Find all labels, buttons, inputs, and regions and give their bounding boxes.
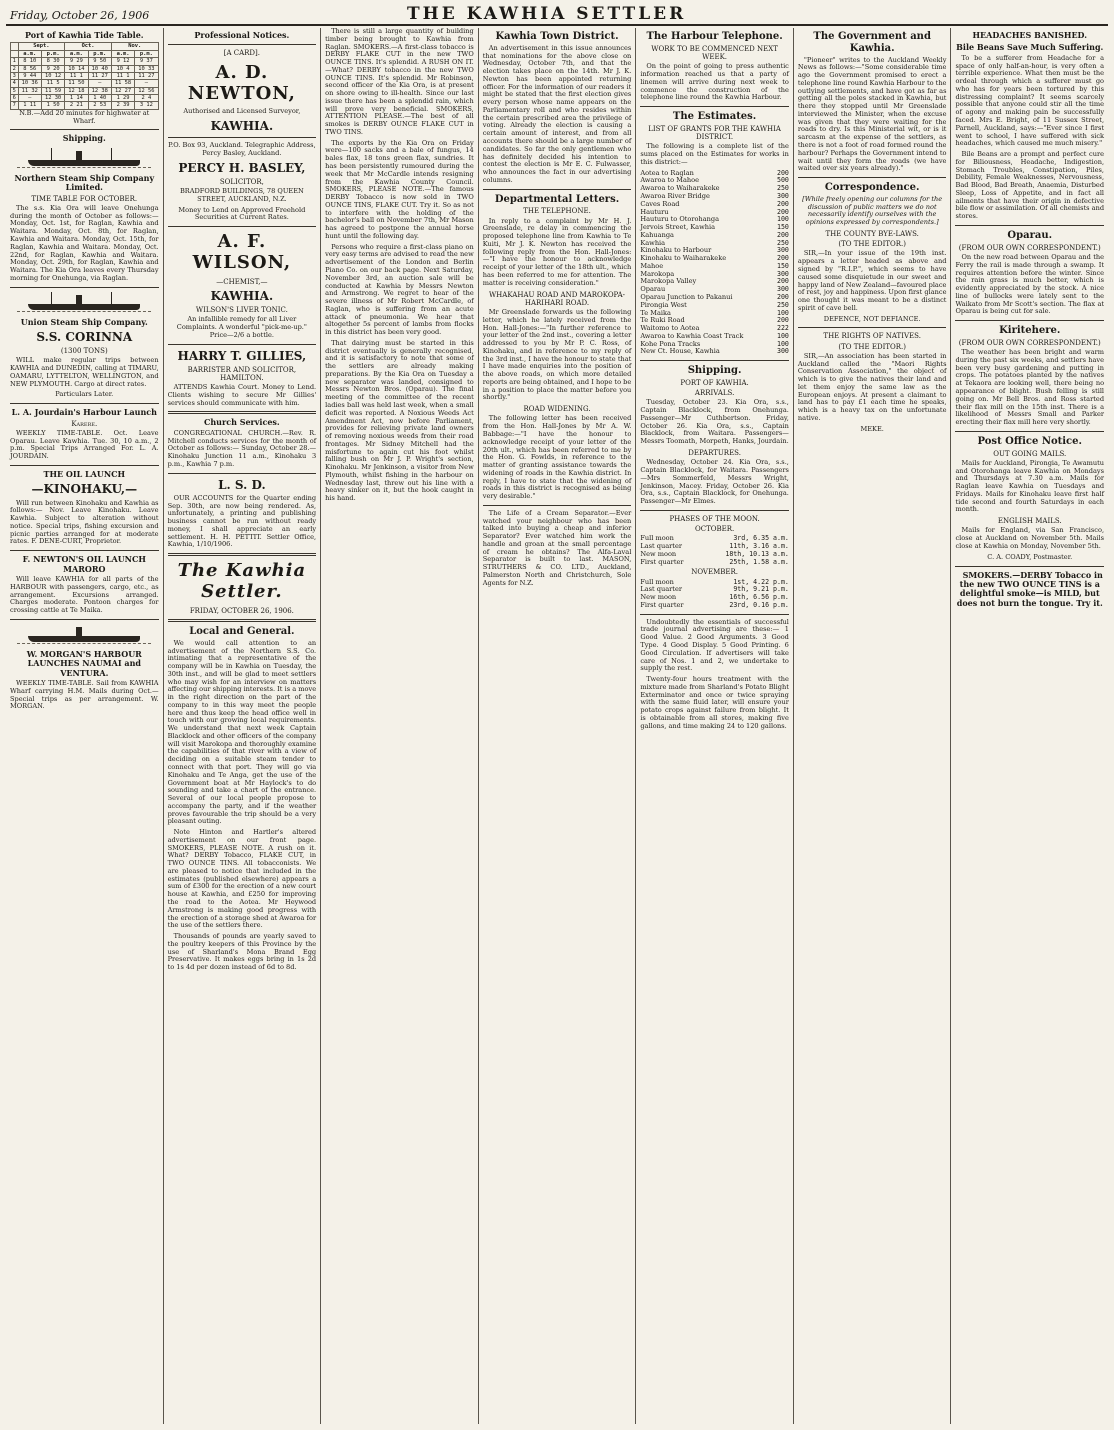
bylaws-body: SIR,—In your issue of the 19th inst. appears a letter headed as above and signed by "R.I.P.", which seems to have caused some disquietude in our sweet and happy land of New Zealand—favoured place of rest, joy and happiness. Upon first glance one thought it was meant to be a distinct spirit of cave bell. xyxy=(797,249,947,312)
government-kawhia-heading: The Government and Kawhia. xyxy=(813,31,931,54)
newton-launch-title: F. NEWTON'S OIL LAUNCH MARORO xyxy=(22,554,146,574)
uss-body: WILL make regular trips between KAWHIA and DUNEDIN, calling at TIMARU, OAMARU, LYTTELTON, WELLINGTON, and NEW PLYMOUTH. Cargo at direct rates. xyxy=(10,356,159,388)
moon-phase-row: Full moon 1st, 4.22 p.m. xyxy=(640,577,789,586)
grants-intro: The following is a complete list of the sums placed on the Estimates for works in this district:— xyxy=(640,142,789,166)
grant-item: Awaroa to Mahoe 500 xyxy=(640,176,789,185)
column-3 xyxy=(321,28,479,1424)
local-body-2: Note Hinton and Hartler's altered advertisement on our front page. SMOKERS, PLEASE NOTE. A rush on it. What? DERBY Tobacco, FLAKE CUT, in TWO OUNCE TINS. All tobacconists. We are pleased to notice that included in the estimates (published elsewhere) appears a sum of £300 for the erection of a new court house at Kawhia, and £250 for improving the road to the Aotea. Mr Heywood Armstrong is making good progress with the erection of a storage shed at Awaroa for the use of the settlers there. xyxy=(167,828,317,930)
moon-heading: PHASES OF THE MOON. xyxy=(669,514,760,523)
basley-note: Money to Lend on Approved Freehold Securities at Current Rates. xyxy=(178,205,306,222)
moon-phase-row: New moon 18th, 10.13 a.m. xyxy=(640,549,789,558)
wilson-body: An infallible remedy for all Liver Complaints. A wonderful "pick-me-up." Price—2/6 a bottle. xyxy=(176,315,307,339)
moon-november: NOVEMBER. xyxy=(691,568,739,577)
english-mails-heading: ENGLISH MAILS. xyxy=(997,517,1062,526)
bile-beans-body-2: Bile Beans are a prompt and perfect cure for Biliousness, Headache, Indigestion, Stomach Troubles, Constipation, Piles, Debility, Female Weaknesses, Nervousness, Bad Blood, Bad Breath, Anaemia, Disturbed Sleep, Loss of Appetite, and in fact all ailments that have their origin in defective bile flow or assimilation. Of all chemists and stores. xyxy=(955,150,1105,221)
tide-note: N.B.—Add 20 minutes for highwater at Wharf. xyxy=(19,108,150,125)
wilson-name: A. F. WILSON, xyxy=(192,231,292,274)
natives-body: SIR,—An association has been started in Auckland called the "Maori Rights Conservation Association," the object of which is to give the natives their land and let them enjoy the same law as the European enjoys. At present a claimant to land has to pay £1 each time he speaks, which is a heavy tax on the unfortunate native. xyxy=(797,351,947,422)
natives-signature: MEKE. xyxy=(860,424,884,433)
headaches-heading: HEADACHES BANISHED. xyxy=(972,30,1087,40)
tide-month: Oct. xyxy=(65,43,112,50)
arrivals-heading: ARRIVALS. xyxy=(694,389,735,398)
grant-item: Marokopa Valley 200 xyxy=(640,277,789,286)
separator-ad: The Life of a Cream Separator.—Ever watched your neighbour who has been talked into buying a cheap and inferior Separator? Ever watched him work the handle and groan at the small percentage of cream he obtains? The Alfa-Laval Separator is built to last. MASON, STRUTHERS & CO. LTD., Auckland, Palmerston North and Christchurch, Sole Agents for N.Z. xyxy=(482,508,632,587)
oil-launch-body: Will run between Kinohaku and Kawhia as follows:— Nov. Leave Kinohaku. Leave Kawhia. Subject to alteration without notice. Special trips, fishing excursion and picnic parties arranged for at moderate rates. F. DENE-CURT, Proprietor. xyxy=(10,498,159,546)
whakahau-heading: WHAKAHAU ROAD AND MAROKOPA-HARIHARI ROAD. xyxy=(488,290,626,307)
grant-item: Mahoe 150 xyxy=(640,261,789,270)
newton-name: A. D. NEWTON, xyxy=(187,61,296,104)
tide-row: 6 — 12 30 1 14 1 40 1 29 2 4 xyxy=(11,95,159,102)
basley-name: PERCY H. BASLEY, xyxy=(178,160,306,175)
estimates-heading: The Estimates. xyxy=(672,111,757,123)
nss-body: The s.s. Kia Ora will leave Onehunga during the month of October as follows:— Monday, Oct. 1st, for Raglan, Kawhia and Waitara. Monday, Oct. 8th, for Raglan, Kawhia and Waitara. Monday, Oct. 15th, for Raglan, Kawhia and Waitara. Monday, Oct. 22nd, for Raglan, Kawhia and Waitara. Monday, Oct. 29th, for Raglan, Kawhia and Waitara. The Kia Ora leaves every Thursday morning for Onehunga, via Raglan. xyxy=(10,203,159,282)
correspondence-note: [While freely opening our columns for the discussion of public matters we do not necessarily identify ourselves with the opinions expressed by correspondents.] xyxy=(802,194,943,227)
english-mails-body: Mails for England, via San Francisco, close at Auckland on November 5th. Mails close at Kawhia on Monday, November 5th. xyxy=(955,526,1105,551)
post-office-heading: Post Office Notice. xyxy=(977,435,1082,447)
kiritehere-body: The weather has been bright and warm during the past six weeks, and settlers have been very busy gardening and putting in crops. The potatoes planted by the natives at Tekaora are looking well, there being no appearance of blight. Bush felling is still going on. Mr Bell Bros. and Ross started their flax mill on the 15th inst. There is a likelihood of Messrs Small and Parker erecting their flax mill here very shortly. xyxy=(955,348,1105,427)
launch-illustration xyxy=(17,624,151,646)
uss-ship-name: S.S. CORINNA xyxy=(36,330,133,344)
grant-item: Oparau 300 xyxy=(640,285,789,294)
tide-row: 3 9 44 10 12 11 1 11 27 11 1 11 27 xyxy=(11,72,159,79)
lsd-heading: L. S. D. xyxy=(218,477,266,492)
col3-body-2: The exports by the Kia Ora on Friday were—100 sacks and a bale of fungus, 14 bales flax, 18 tons green flax, sundries. It has been persistently rumoured during the week that Mr McCardle intends resigning from the Kawhia County Council. SMOKERS, PLEASE NOTE.—The famous DERBY Tobacco is now sold in TWO OUNCE TINS, FLAKE CUT. Try it. So as not to interfere with the holding of the bachelor's ball on November 7th, Mr Mason has agreed to postpone the annual horse hunt until the following day. xyxy=(325,138,474,240)
postmaster-signature: C. A. COADY, Postmaster. xyxy=(987,552,1073,561)
derby-tobacco-ad: SMOKERS.—DERBY Tobacco in the new TWO OUNCE TINS is a delightful smoke—is MILD, but does not burn the tongue. Try it. xyxy=(956,569,1103,608)
steamship-illustration xyxy=(17,292,151,314)
grant-item: Jervois Street, Kawhia 150 xyxy=(640,223,789,232)
shipping-heading: Shipping. xyxy=(687,365,742,377)
town-district-heading: Kawhia Town District. xyxy=(495,31,619,42)
newspaper-title: THE KAWHIA SETTLER xyxy=(407,4,687,24)
church-body: CONGREGATIONAL CHURCH.—Rev. R. Mitchell conducts services for the month of October as follows:— Sunday, October 28.—Kinohaku Junction 11 a.m., Kinohaku 3 p.m., Kawhia 7 p.m. xyxy=(167,428,317,468)
moon-phase-row: Last quarter 11th, 3.16 a.m. xyxy=(640,542,789,551)
moon-phase-row: Last quarter 9th, 9.21 p.m. xyxy=(640,585,789,594)
oparau-body: On the new road between Oparau and the Ferry the rail is made through a swamp. It requires attention before the winter. Since the rain grass is much better, which is evidently appreciated by the stock. A nice line of bullocks were lately sent to the Waikato from Mr Scott's section. The flax at Oparau is being cut for sale. xyxy=(955,253,1105,316)
card-label: [A CARD]. xyxy=(223,49,260,58)
bile-beans-body-1: To be a sufferer from Headache for a space of only half-an-hour, is very often a terrible experience. What then must be the ordeal through which a sufferer must go who has for years been tortured by this distressing complaint? It seems scarcely possible that anyone could stir all the time of agony and making pain be successfully faced. Mrs E. Bright, of 11 Sussex Street, Parnell, Auckland, says:—"Ever since I first went to school, I have suffered with sick headaches, which caused me much misery." xyxy=(955,53,1105,148)
gillies-body: ATTENDS Kawhia Court. Money to Lend. Clients wishing to secure Mr Gillies' services should communicate with him. xyxy=(167,383,317,407)
moon-october-list xyxy=(640,535,789,566)
post-office-body: Mails for Auckland, Pirongia, Te Awamutu and Otorohanga leave Kawhia on Mondays and Thursdays at 7.30 a.m. Mails for Raglan leave Kawhia on Tuesdays and Fridays. Mails for Kinohaku leave first half tide second and fourth Saturdays in each month. xyxy=(955,458,1105,514)
grant-item: Aotea to Raglan 200 xyxy=(640,168,789,177)
correspondence-heading: Correspondence. xyxy=(824,182,920,194)
church-heading: Church Services. xyxy=(204,417,280,428)
departures-heading: DEPARTURES. xyxy=(688,448,741,457)
harbour-telephone-sub: WORK TO BE COMMENCED NEXT WEEK. xyxy=(651,44,778,62)
newton-launch-body: Will leave KAWHIA for all parts of the HARBOUR with passengers, cargo, etc., as arrangement. Excursions arranged. Charges moderate. Pontoon charges for crossing cattle at Te Maika. xyxy=(10,575,159,615)
col3-body-1: There is still a large quantity of building timber being brought to Kawhia from Raglan. SMOKERS.—A first-class tobacco is DERBY FLAKE CUT in the new TWO OUNCE TINS. It's splendid. A RUSH ON IT.—What? DERBY tobacco in the new TWO OUNCE TINS. It's splendid. Mr Robinson, second officer of the Kia Ora, is at present on shore owing to ill-health. Since our last issue there has been a splendid rain, which will prove very beneficial. SMOKERS, ATTENTION PLEASE.—The best of all smokes is DERBY OUNCE FLAKE CUT in TWO TINS. xyxy=(325,28,474,136)
tide-row: 2 8 56 9 20 10 14 10 40 10 4 10 33 xyxy=(11,65,159,72)
newton-place: KAWHIA. xyxy=(210,118,274,133)
harbour-telephone-heading: The Harbour Telephone. xyxy=(646,31,783,42)
professional-notices-heading: Professional Notices. xyxy=(194,30,290,40)
moon-october: OCTOBER. xyxy=(694,525,735,534)
column-4 xyxy=(479,28,637,1424)
arrivals-body: Tuesday, October 23. Kia Ora, s.s., Captain Blacklock, from Onehunga. Passenger—Mr Cuthbertson. Friday, October 26. Kia Ora, s.s., Captain Blacklock, from Waitara. Passengers—Messrs Toomath, Morpeth, Hanks, Jourdain. xyxy=(640,398,789,446)
moon-phase-row: New moon 16th, 6.56 p.m. xyxy=(640,593,789,602)
moon-november-list xyxy=(640,579,789,610)
tide-table: Sept. Oct. Nov. a.m. p.m. a.m. p.m. a.m. p.m. 1 8 10 8 30 9 29 9 50 9 12 9 37 2 8 56 9 20 10 14 10 40 10 4 10 33 3 9 44 10 12 11 1 11 27 11 1 11 27 4 10 36 11 5 11 50 — 11 58 — 5 11 32 11 59 12 18 12 38 12 27 12 56 6 — 12 30 1 14 1 40 1 29 2 4 7 1 11 1 50 2 21 2 53 2 39 3 12 xyxy=(10,42,159,109)
lsd-body: OUR ACCOUNTS for the Quarter ending Sep. 30th, are now being rendered. As, unfortunately, a printing and publishing business cannot be run without ready money, I shall appreciate an early settlement. H. H. PETTIT. Settler Office, Kawhia, 1/10/1906. xyxy=(167,493,317,549)
grant-item: Awaroa to Waiharakeke 250 xyxy=(640,184,789,193)
advertising-essentials: Undoubtedly the essentials of successful trade journal advertising are these:— 1 Good Value. 2 Good Arguments. 3 Good Type. 4 Good Display. 5 Good Printing. 6 Good Circulation. If advertisers will take care of Nos. 1 and 2, we undertake to supply the rest. xyxy=(640,617,789,673)
whakahau-body: Mr Greenslade forwards us the following letter, which he lately received from the Hon. Hall-Jones:—"In further reference to your letter of the 2nd inst., covering a letter addressed to you by Mr P. C. Ross, of Kinohaku, and in reference to my reply of the 3rd inst., I have the honour to state that I have made enquiries into the position of the above roads, on which more detailed reports are being obtained, and I hope to be in a position to place the matter before you shortly." xyxy=(482,308,632,402)
kiritehere-correspondent: (FROM OUR OWN CORRESPONDENT.) xyxy=(958,338,1101,347)
natives-to-editor: (TO THE EDITOR.) xyxy=(838,342,906,351)
bylaws-signature: DEFENCE, NOT DEFIANCE. xyxy=(823,314,921,323)
launch-body: WEEKLY TIME-TABLE. Oct. Leave Oparau. Leave Kawhia. Tue. 30, 10 a.m., 2 p.m. Special Trips Arranged For. L. A. JOURDAIN. xyxy=(10,428,159,461)
grant-item: Kinohaku to Harbour 300 xyxy=(640,246,789,255)
grant-item: Hauturu to Otorohanga 100 xyxy=(640,215,789,224)
harbour-telephone-body: On the point of going to press authentic information reached us that a party of linemen will arrive during next week to commence the construction of the telephone line round the Kawhia Harbour. xyxy=(640,62,789,102)
col3-body-4: That dairying must be started in this district eventually is generally recognised, and it is satisfactory to note that some of the settlers are already making preparations. By the Kia Ora on Tuesday a new separator was landed, consigned to Messrs Newton Bros. (Oparau). The final meeting of the committee of the recent ladies ball was held last week, when a small deficit was reported. A Noxious Weeds Act Amendment Act, now before Parliament, provides for relieving private land owners of removing noxious weeds from their road frontages. Mr Sidney Mitchell had the misfortune to again cut his foot whilst falling bush on Mr J. P. Wright's section, Kinohaku. Mr Jenkinson, a visitor from New Plymouth, whilst fishing in the harbour on Wednesday last, threw out his line with a heavy sinker on it, but the hook caught in his hand. xyxy=(325,338,474,503)
departmental-letters-heading: Departmental Letters. xyxy=(494,193,620,205)
uss-tonnage: (1300 TONS) xyxy=(60,347,108,356)
telephone-body: In reply to a complaint by Mr H. J. Greenslade, re delay in commencing the proposed telephone line from Kawhia to Te Kuiti, Mr J. K. Newton has received the following reply from the Hon. Hall-Jones:—"I have the honour to acknowledge receipt of your letter of the 18th ult., which has been referred to me for attention. The matter is receiving consideration." xyxy=(482,216,632,287)
government-kawhia-body: "Pioneer" writes to the Auckland Weekly News as follows:—"Some considerable time ago the Government promised to erect a telephone line round Kawhia Harbour to the outlying settlements, and have got as far as getting all the poles stacked in Kawhia, but there they stopped until Mr Greenslade interviewed the Minister, when the excuse was given that they were waiting for the roads to dry. Is this Ministerial wit, or is it sarcasm at the expense of the settlers, as there is not a foot of road formed round the harbour? Perhaps the Government intend to wait until they form the roads (we have waited over six years already)." xyxy=(797,55,947,173)
oil-launch-name: —KINOHAKU,— xyxy=(31,482,138,497)
column-6 xyxy=(794,28,952,1424)
column-2 xyxy=(164,28,322,1424)
grant-item: Kohe Pona Tracks 100 xyxy=(640,339,789,348)
telephone-heading: THE TELEPHONE. xyxy=(523,207,591,216)
columns xyxy=(6,28,1108,1424)
port-heading: PORT OF KAWHIA. xyxy=(680,378,749,387)
grant-item: Awaroa River Bridge 300 xyxy=(640,192,789,201)
grant-item: Hauturu 200 xyxy=(640,207,789,216)
oparau-heading: Oparau. xyxy=(1007,229,1053,241)
tide-table-title: Port of Kawhia Tide Table. xyxy=(24,30,144,40)
morgan-title: W. MORGAN'S HARBOUR LAUNCHES NAUMAI and VENTURA. xyxy=(26,648,142,678)
kiritehere-heading: Kiritehere. xyxy=(999,325,1061,337)
grant-item: Waitomo to Aotea 222 xyxy=(640,324,789,333)
grants-heading: LIST OF GRANTS FOR THE KAWHIA DISTRICT. xyxy=(648,124,781,142)
grant-item: Te Maika 100 xyxy=(640,308,789,317)
wilson-place: KAWHIA. xyxy=(210,288,274,303)
potato-blight-ad: Twenty-four hours treatment with the mixture made from Sharland's Potato Blight Exterminator and once or twice spraying with the same fluid later, will ensure your potato crops against failure from blight. It is obtainable from all stores, making five gallons, and time making 24 to 120 gallons. xyxy=(640,675,789,730)
grant-item: Kinohaku to Waiharakeke 200 xyxy=(640,254,789,263)
local-body-3: Thousands of pounds are yearly saved to the poultry keepers of this Province by the use of Sharland's Mona Brand Egg Preservative. It makes eggs bring in 1s 2d to 1s 4d per dozen instead of 6d to 8d. xyxy=(167,932,317,972)
grants-list xyxy=(640,170,789,356)
column-5 xyxy=(636,28,794,1424)
tide-row: 4 10 36 11 5 11 50 — 11 58 — xyxy=(11,80,159,87)
gillies-name: HARRY T. GILLIES, xyxy=(177,348,307,363)
nss-subtitle: TIME TABLE FOR OCTOBER. xyxy=(31,194,138,203)
launch-title: L. A. Jourdain's Harbour Launch xyxy=(11,407,157,418)
gillies-role: BARRISTER AND SOLICITOR, HAMILTON. xyxy=(187,365,297,382)
issue-date: Friday, October 26, 1906 xyxy=(10,9,150,22)
paper-date: FRIDAY, OCTOBER 26, 1906. xyxy=(189,606,294,615)
departures-body: Wednesday, October 24. Kia Ora, s.s., Captain Blacklock, for Waitara. Passengers—Mrs Sommerfeld, Messrs Wright, Jenkinson, Macey. Friday, October 26. Kia Ora, s.s., Captain Blacklock, for Onehunga. Passenger—Mr Elmes. xyxy=(640,458,789,506)
town-district-body: An advertisement in this issue announces that nominations for the above close on Wednesday, October 7th, and that the election takes place on the 14th. Mr J. K. Newton has been appointed returning officer. For the information of our readers it might be stated that the first election gives every person whose name appears on the Parliamentary roll and who resides within the certain prescribed area the privilege of voting. Already the election is causing a certain amount of interest, and from all accounts there should be a large number of candidates. So far the only gentlemen who has definitely decided his intention to contest the election is Mr E. C. Fulwasser, who announces the fact in our advertising columns. xyxy=(482,43,632,184)
column-7 xyxy=(951,28,1108,1424)
launch-name: Karere. xyxy=(71,419,98,428)
grant-item: Oparau Junction to Pakanui 200 xyxy=(640,292,789,301)
uss-footer: Particulars Later. xyxy=(55,390,114,399)
shipping-heading: Shipping. xyxy=(62,133,106,144)
grant-item: Awaroa to Kawhia Coast Track 100 xyxy=(640,331,789,340)
tide-rows xyxy=(11,58,159,110)
grant-item: Te Ruki Road 200 xyxy=(640,316,789,325)
wilson-tonic: WILSON'S LIVER TONIC. xyxy=(195,305,288,314)
local-body-1: We would call attention to an advertisement of the Northern S.S. Co. intimating that a representative of the company will be in Kawhia on Tuesday, the 30th inst., and will be glad to meet settlers who may wish for an interview on matters affecting our shipping interests. It is a move in the right direction on the part of the company to in this way meet the people here and thus keep the head office well in touch with our growing local requirements. We understand that next week Captain Blacklock and other officers of the company will visit Marokopa and thoroughly examine the capabilities of that river with a view of deciding on a suitable steam tender to connect with that port. They will go via Kinohaku and Te Anga, get the use of the Government boat at Mr Haylock's to do sounding and take a chart of the entrance. Several of our local people propose to accompany the party, and if the weather proves favourable the trip should be a very pleasant outing. xyxy=(167,638,317,826)
tide-row: 7 1 11 1 50 2 21 2 53 2 39 3 12 xyxy=(11,102,159,109)
basley-role: SOLICITOR, xyxy=(219,177,264,186)
bylaws-heading: THE COUNTY BYE-LAWS. xyxy=(825,229,919,238)
nss-title: Northern Steam Ship Company Limited. xyxy=(14,172,155,193)
bylaws-to-editor: (TO THE EDITOR.) xyxy=(838,240,906,249)
moon-phase-row: Full moon 3rd, 6.35 a.m. xyxy=(640,534,789,543)
grant-item: Marokopa 300 xyxy=(640,269,789,278)
tide-row: 1 8 10 8 30 9 29 9 50 9 12 9 37 xyxy=(11,58,159,65)
outgoing-mails-heading: OUT GOING MAILS. xyxy=(993,449,1067,458)
grant-item: New Ct. House, Kawhia 300 xyxy=(640,347,789,356)
moon-phase-row: First quarter 25th, 1.58 a.m. xyxy=(640,557,789,566)
road-widening-body: The following letter has been received from the Hon. Hall-Jones by Mr A. W. Babbage:—"I have the honour to acknowledge receipt of your letter of the 20th ult., which has been referred to me by the Hon. G. Fowlds, in reference to the matter of granting assistance towards the widening of roads in the Kawhia district. In reply, I have to state that the widening of roads in this district is recognised as being very desirable." xyxy=(482,414,632,501)
basley-address: BRADFORD BUILDINGS, 78 QUEEN STREET, AUCKLAND, N.Z. xyxy=(179,187,304,203)
col3-body-3: Persons who require a first-class piano on very easy terms are advised to read the new advertisement of the London and Berlin Piano Co. on our back page. Next Saturday, November 3rd, an auction sale will be conducted at Kawhia by Messrs Newton and Armstrong. We regret to hear of the severe illness of Mr Robert McCardle, of Raglan, who is suffering from an acute attack of pneumonia. We hear that altogether 5s percent of lambs from flocks in this district has been very good. xyxy=(325,242,474,337)
local-general-heading: Local and General. xyxy=(189,625,295,637)
masthead xyxy=(6,4,1108,26)
paper-nameplate: The Kawhia Settler. xyxy=(177,560,307,603)
morgan-body: WEEKLY TIME-TABLE. Sail from KAWHIA Wharf carrying H.M. Mails during Oct.— Special trips as per arrangement. W. MORGAN. xyxy=(10,679,159,711)
tide-month: Sept. xyxy=(18,43,65,50)
uss-title: Union Steam Ship Company. xyxy=(20,316,148,327)
wilson-role: —CHEMIST,— xyxy=(216,277,268,286)
tide-month: Nov. xyxy=(111,43,158,50)
tide-row: 5 11 32 11 59 12 18 12 38 12 27 12 56 xyxy=(11,87,159,94)
moon-phase-row: First quarter 23rd, 0.16 p.m. xyxy=(640,600,789,609)
grant-item: Kawhia 250 xyxy=(640,238,789,247)
basley-address-line: P.O. Box 93, Auckland. Telegraphic Address, Percy Basley, Auckland. xyxy=(168,141,316,157)
bile-beans-heading: Bile Beans Save Much Suffering. xyxy=(956,42,1104,53)
column-1 xyxy=(6,28,164,1424)
grant-item: Pirongia West 250 xyxy=(640,300,789,309)
natives-heading: THE RIGHTS OF NATIVES. xyxy=(823,332,921,341)
steamship-illustration xyxy=(17,148,151,170)
oil-launch-title: THE OIL LAUNCH xyxy=(43,468,126,479)
oparau-correspondent: (FROM OUR OWN CORRESPONDENT.) xyxy=(958,243,1101,252)
road-widening-heading: ROAD WIDENING. xyxy=(523,405,591,414)
grant-item: Kahuanga 200 xyxy=(640,230,789,239)
grant-item: Caves Road 200 xyxy=(640,199,789,208)
newton-role: Authorised and Licensed Surveyor, xyxy=(183,107,301,116)
